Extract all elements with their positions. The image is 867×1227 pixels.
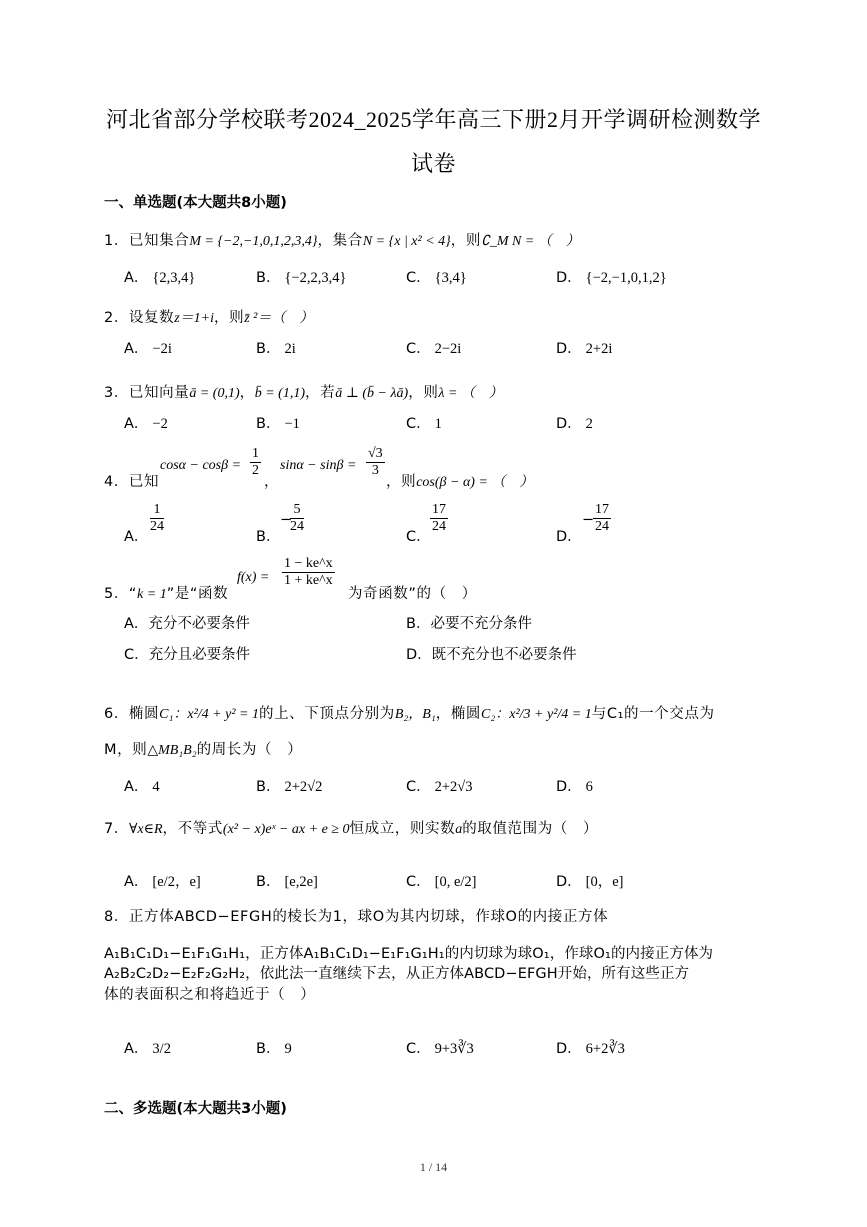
q2-option-b: B． 2i xyxy=(256,341,296,357)
q5-option-b: B．必要不充分条件 xyxy=(406,616,532,632)
q1-mid: ，集合 xyxy=(317,233,363,249)
q5-tail: 为奇函数”的（ ） xyxy=(348,586,477,602)
q3-condition: ā ⊥ (b̄ − λā) xyxy=(335,386,409,401)
q7-option-d: D． [0，e] xyxy=(556,874,624,890)
question-6-line1: 6．椭圆C₁：x²/4 + y² = 1的上、下顶点分别为B₂，B₁，椭圆C₂：x²/3 + y²/4 = 1与C₁的一个交点为 xyxy=(104,706,715,722)
question-8-line4: 体的表面积之和将趋近于（ ） xyxy=(104,987,316,1003)
q1-tail: ，则 xyxy=(450,233,481,249)
q4-frac2: $\frac{√3}{3}$ xyxy=(368,446,383,478)
question-8-line1: 8．正方体ABCD−EFGH的棱长为1，球O为其内切球，作球O的内接正方体 xyxy=(104,909,609,925)
q2-option-c: C． 2−2i xyxy=(406,341,462,357)
q3-tail: ，则 xyxy=(408,385,439,401)
question-4-lead: 4．已知 xyxy=(104,474,160,490)
doc-title-line2: 试卷 xyxy=(410,151,456,176)
q3-option-b: B． −1 xyxy=(256,416,300,432)
q8-option-d: D． 6+2∛3 xyxy=(556,1041,625,1057)
q8-option-c: C． 9+3∛3 xyxy=(406,1041,474,1057)
q4-option-b-frac: $\frac{5}{24}$ xyxy=(290,502,304,534)
q5-frac: $\frac{1 - ke\^{}x}{1 + ke\^{}x}$ xyxy=(284,556,333,588)
question-7: 7．∀x∈R，不等式(x² − x)eˣ − ax + e ≥ 0恒成立，则实数a的取值范围为（ ） xyxy=(104,821,599,837)
q1-set-m: M = {−2,−1,0,1,2,3,4} xyxy=(189,234,318,249)
q4-frac1: $\frac{1}{2}$ xyxy=(252,446,259,478)
question-2 xyxy=(104,306,313,327)
q1-option-d: D． {−2,−1,0,1,2} xyxy=(556,270,667,286)
q2-mid: ，则 xyxy=(214,310,245,326)
q4-option-a-label: A． xyxy=(124,529,149,545)
page-number: 1 / 14 xyxy=(419,1160,448,1174)
q1-set-n: N = {x | x² < 4} xyxy=(362,234,451,249)
section-heading-single-choice: 一、单选题(本大题共8小题) xyxy=(104,195,287,211)
q1-option-a: A． {2,3,4} xyxy=(124,270,196,286)
q8-option-a: A． 3/2 xyxy=(124,1041,171,1057)
q4-sep: ， xyxy=(264,474,280,490)
q6-option-c: C． 2+2√3 xyxy=(406,779,473,795)
q1-complement: ∁_M N = （ ） xyxy=(480,234,580,249)
q2-option-a: A． −2i xyxy=(124,341,172,357)
q8-option-b: B． 9 xyxy=(256,1041,292,1057)
q4-option-c-frac: $\frac{17}{24}$ xyxy=(432,502,446,534)
question-5-lead: 5．“k = 1”是“函数 xyxy=(104,586,229,602)
q7-option-c: C． [0, e/2] xyxy=(406,874,477,890)
question-3: 3．已知向量ā = (0,1)，b̄ = (1,1)，若ā ⊥ (b̄ − λā)，则λ = （ ） xyxy=(104,385,503,401)
q2-expr2: z̄ ²＝（ ） xyxy=(244,311,314,326)
q3-lead: 3．已知向量 xyxy=(104,385,190,401)
q5-option-d: D．既不充分也不必要条件 xyxy=(406,647,577,663)
q4-option-b-sign: − xyxy=(280,512,293,528)
q7-option-a: A． [e/2，e] xyxy=(124,874,201,890)
q4-option-d-frac: $\frac{17}{24}$ xyxy=(595,502,609,534)
q4-option-c-label: C． xyxy=(406,529,431,545)
q3-option-a: A． −2 xyxy=(124,416,168,432)
q3-ask: λ = （ ） xyxy=(438,386,503,401)
q4-expr2: sinα − sinβ = xyxy=(280,458,357,473)
q1-option-b: B． {−2,2,3,4} xyxy=(256,270,347,286)
q5-option-a: A．充分不必要条件 xyxy=(124,616,250,632)
q3-option-d: D． 2 xyxy=(556,416,593,432)
q4-tail: ，则cos(β − α) = （ ） xyxy=(386,474,534,490)
q5-option-c: C．充分且必要条件 xyxy=(124,647,251,663)
q1-option-c: C． {3,4} xyxy=(406,270,467,286)
q7-option-b: B． [e,2e] xyxy=(256,874,318,890)
q2-expr: z＝1+i xyxy=(174,311,215,326)
q3-mid: ，若 xyxy=(305,385,336,401)
q4-option-a-frac: $\frac{1}{24}$ xyxy=(150,502,164,534)
doc-title-line1: 河北省部分学校联考2024_2025学年高三下册2月开学调研检测数学 xyxy=(105,107,761,132)
q4-option-d-label: D． xyxy=(556,529,582,545)
q2-lead: 2．设复数 xyxy=(104,310,175,326)
q6-option-a: A． 4 xyxy=(124,779,160,795)
question-8-line3: A₂B₂C₂D₂−E₂F₂G₂H₂，依此法一直继续下去，从正方体ABCD−EFGH开始，所有这些正方 xyxy=(104,966,690,982)
q1-lead: 1．已知集合 xyxy=(104,233,190,249)
q6-option-d: D． 6 xyxy=(556,779,593,795)
q4-option-b-label: B． xyxy=(256,529,281,545)
q2-option-d: D． 2+2i xyxy=(556,341,613,357)
q4-expr1: cosα − cosβ = xyxy=(160,458,242,473)
q5-f: f(x) = xyxy=(237,570,270,585)
q3-option-c: C． 1 xyxy=(406,416,442,432)
question-8-line2: A₁B₁C₁D₁−E₁F₁G₁H₁，正方体A₁B₁C₁D₁−E₁F₁G₁H₁的内切球为球O₁，作球O₁的内接正方体为 xyxy=(104,946,714,962)
section-heading-multi-choice: 二、多选题(本大题共3小题) xyxy=(104,1101,287,1117)
question-6-line2: M，则△MB₁B₂的周长为（ ） xyxy=(104,742,303,758)
q4-option-d-sign: − xyxy=(582,512,595,528)
question-1 xyxy=(104,229,580,250)
q3-vector-a: ā = (0,1) xyxy=(189,386,240,401)
q3-vector-b: b̄ = (1,1) xyxy=(254,386,305,401)
q6-option-b: B． 2+2√2 xyxy=(256,779,323,795)
